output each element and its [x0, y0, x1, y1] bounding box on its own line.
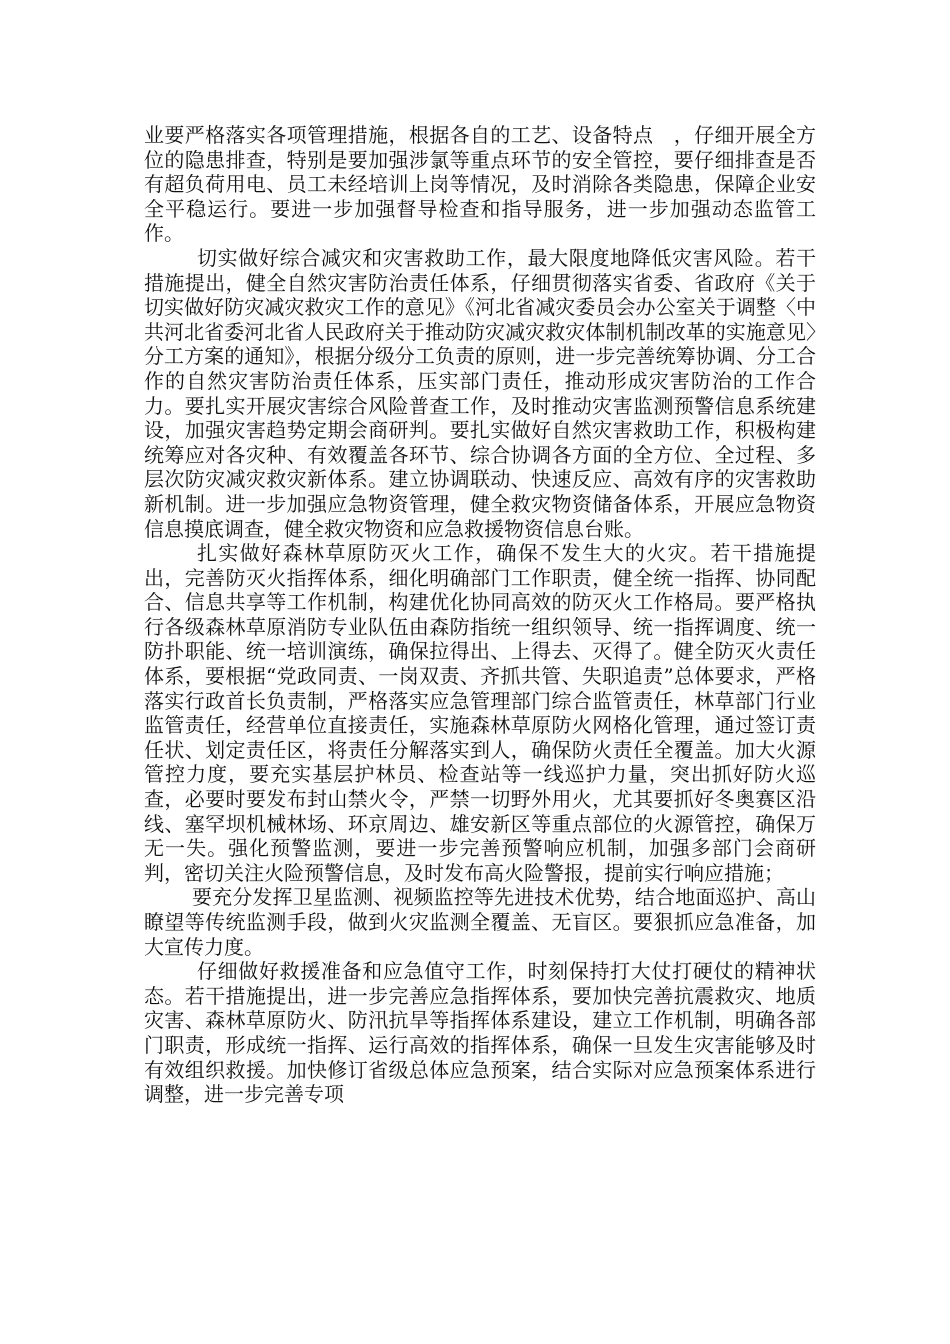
paragraph-rescue-preparation: 仔细做好救援准备和应急值守工作，时刻保持打大仗打硬仗的精神状态。若干措施提出，进一步完善应急指挥体系，要加快完善抗震救灾、地质灾害、森林草原防火、防汛抗旱等指挥体系建设，建立工作机制，明确各部门职责，形成统一指挥、运行高效的指挥体系，确保一旦发生灾害能够及时有效组织救援。加快修订省级总体应急预案，结合实际对应急预案体系进行调整，进一步完善专项: [144, 959, 816, 1107]
document-page: [144, 123, 816, 1107]
paragraph-forest-fire-prevention: 扎实做好森林草原防灭火工作，确保不发生大的火灾。若干措施提出，完善防灭火指挥体系，细化明确部门工作职责，健全统一指挥、协同配合、信息共享等工作机制，构建优化协同高效的防灭火工作格局。要严格执行各级森林草原消防专业队伍由森防指统一组织领导、统一指挥调度、统一防扑职能、统一培训演练，确保拉得出、上得去、灭得了。健全防灭火责任体系，要根据“党政同责、一岗双责、齐抓共管、失职追责”总体要求，严格落实行政首长负责制，严格落实应急管理部门综合监管责任，林草部门行业监管责任，经营单位直接责任，实施森林草原防火网格化管理，通过签订责任状、划定责任区，将责任分解落实到人，确保防火责任全覆盖。加大火源管控力度，要充实基层护林员、检查站等一线巡护力量，突出抓好防火巡查，必要时要发布封山禁火令，严禁一切野外用火，尤其要抓好冬奥赛区沿线、塞罕坝机械林场、环京周边、雄安新区等重点部位的火源管控，确保万无一失。强化预警监测，要进一步完善预警响应机制，加强多部门会商研判，密切关注火险预警信息，及时发布高火险警报，提前实行响应措施；: [144, 541, 816, 885]
paragraph-disaster-relief: 切实做好综合减灾和灾害救助工作，最大限度地降低灾害风险。若干措施提出，健全自然灾害防治责任体系，仔细贯彻落实省委、省政府《关于切实做好防灾减灾救灾工作的意见》《河北省减灾委员会办公室关于调整〈中共河北省委河北省人民政府关于推动防灾减灾救灾体制机制改革的实施意见〉分工方案的通知》，根据分级分工负责的原则，进一步完善统筹协调、分工合作的自然灾害防治责任体系，压实部门责任，推动形成灾害防治的工作合力。要扎实开展灾害综合风险普查工作，及时推动灾害监测预警信息系统建设，加强灾害趋势定期会商研判。要扎实做好自然灾害救助工作，积极构建统筹应对各灾种、有效覆盖各环节、综合协调各方面的全方位、全过程、多层次防灾减灾救灾新体系。建立协调联动、快速反应、高效有序的灾害救助新机制。进一步加强应急物资管理，健全救灾物资储备体系，开展应急物资信息摸底调查，健全救灾物资和应急救援物资信息台账。: [144, 245, 816, 541]
paragraph-monitoring: 要充分发挥卫星监测、视频监控等先进技术优势，结合地面巡护、高山瞭望等传统监测手段，做到火灾监测全覆盖、无盲区。要狠抓应急准备，加大宣传力度。: [144, 885, 816, 959]
paragraph-safety-management: 业要严格落实各项管理措施，根据各自的工艺、设备特点 ，仔细开展全方位的隐患排查，特别是要加强涉氯等重点环节的安全管控，要仔细排查是否有超负荷用电、员工未经培训上岗等情况，及时消除各类隐患，保障企业安全平稳运行。要进一步加强督导检查和指导服务，进一步加强动态监管工作。: [144, 123, 816, 246]
